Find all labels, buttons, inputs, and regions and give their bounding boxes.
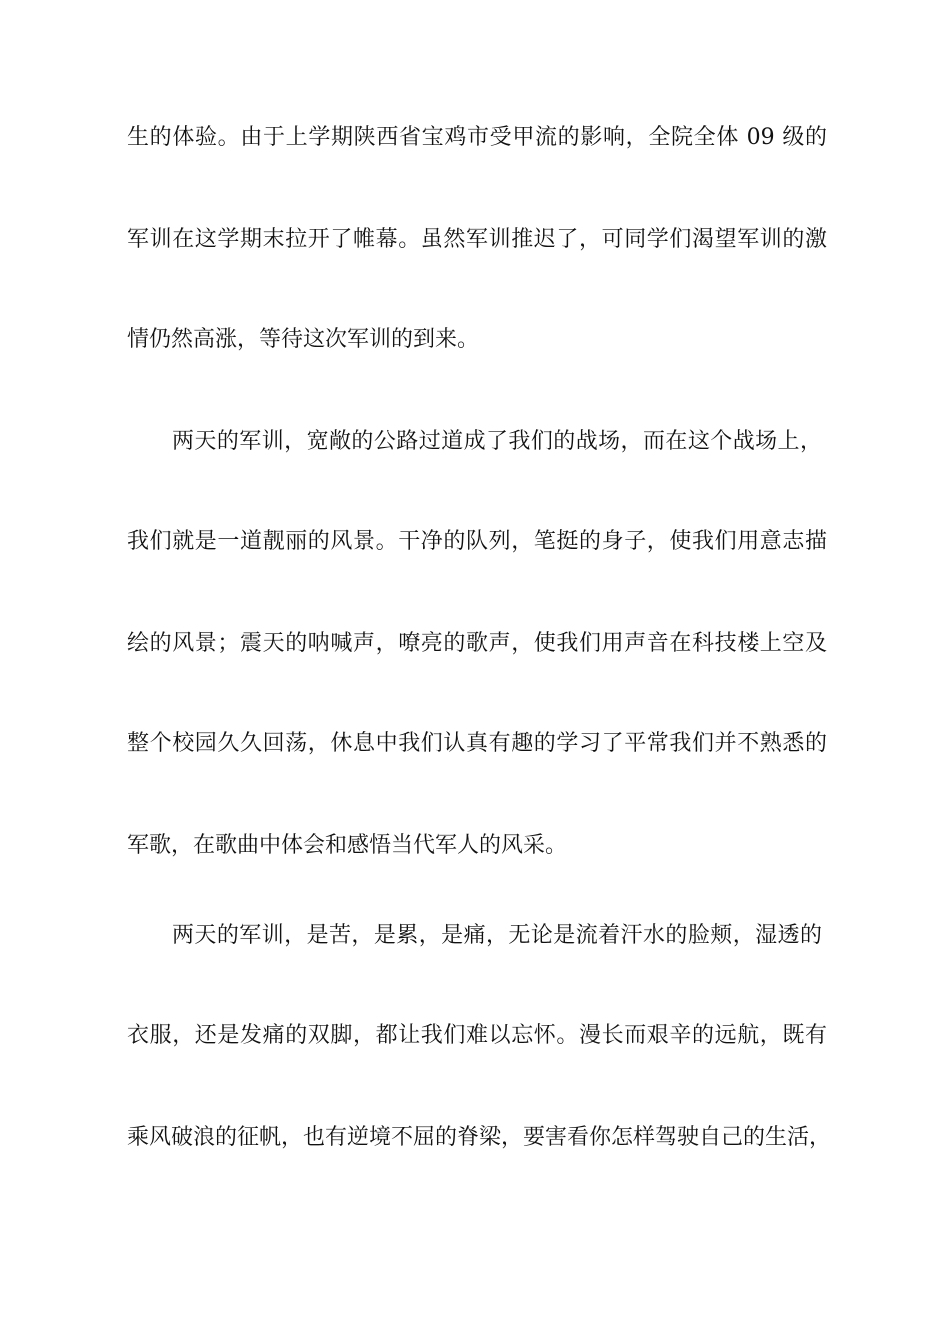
text-line: 军歌，在歌曲中体会和感悟当代军人的风采。 (127, 833, 568, 858)
text-line: 情仍然高涨，等待这次军训的到来。 (127, 327, 480, 352)
paragraph-first-line: 两天的军训，宽敞的公路过道成了我们的战场，而在这个战场上， (172, 429, 822, 454)
text-line: 生的体验。由于上学期陕西省宝鸡市受甲流的影响，全院全体 09 级的 (127, 125, 827, 150)
text-line: 整个校园久久回荡，休息中我们认真有趣的学习了平常我们并不熟悉的 (127, 731, 827, 756)
text-line: 军训在这学期末拉开了帷幕。虽然军训推迟了，可同学们渴望军训的激 (127, 227, 827, 252)
paragraph-first-line: 两天的军训，是苦，是累，是痛，无论是流着汗水的脸颊，湿透的 (172, 923, 822, 948)
text-line: 我们就是一道靓丽的风景。干净的队列，笔挺的身子，使我们用意志描 (127, 529, 827, 554)
text-line: 乘风破浪的征帆，也有逆境不屈的脊梁，要害看你怎样驾驶自己的生活， (127, 1125, 832, 1150)
text-line: 绘的风景；震天的呐喊声，嘹亮的歌声，使我们用声音在科技楼上空及 (127, 631, 827, 656)
text-line: 衣服，还是发痛的双脚，都让我们难以忘怀。漫长而艰辛的远航，既有 (127, 1023, 827, 1048)
